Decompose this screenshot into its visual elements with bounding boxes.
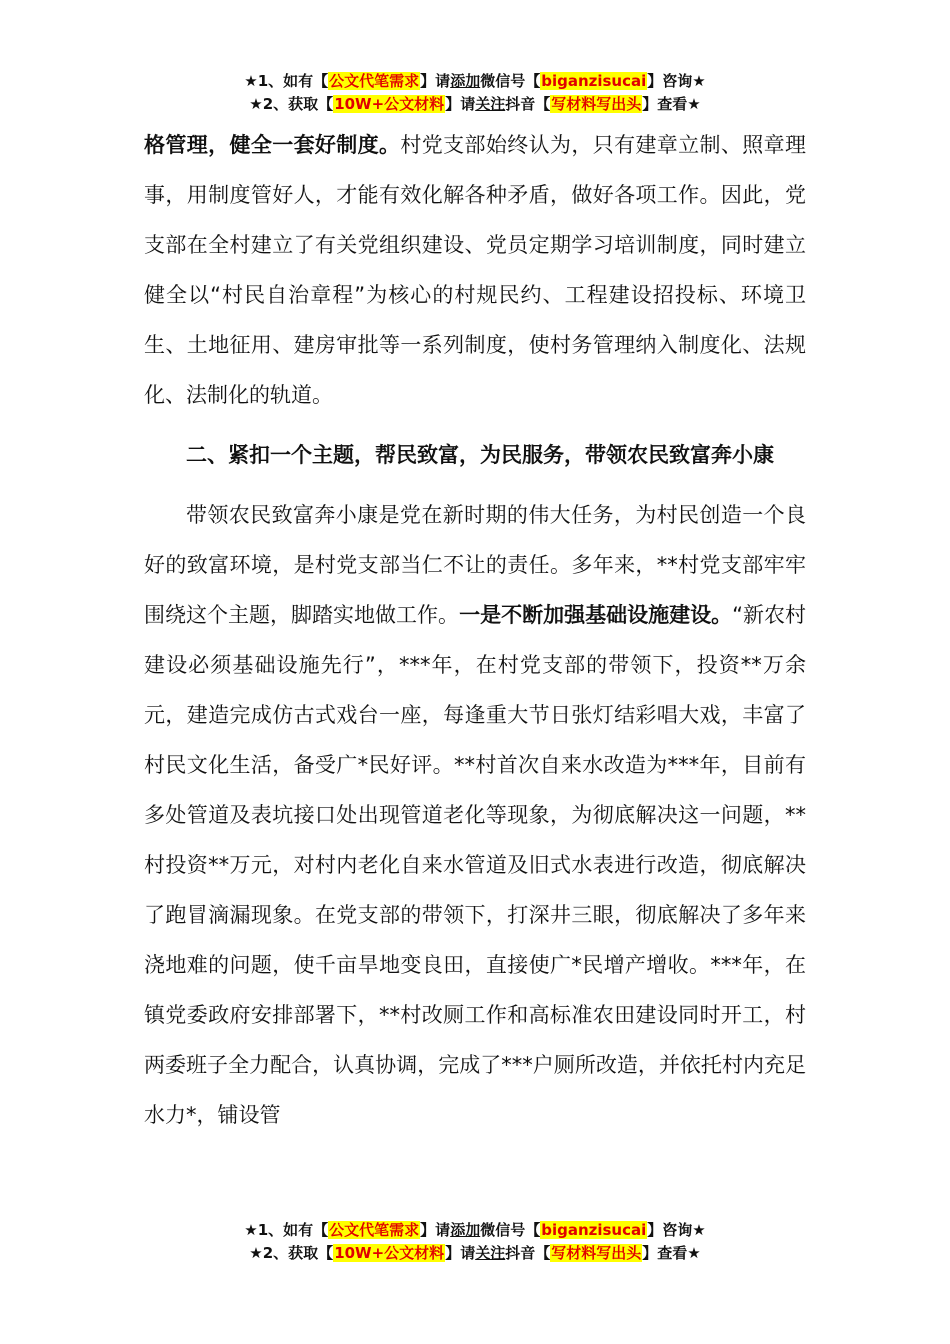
promo-highlight: 10W+公文材料 xyxy=(334,1244,445,1262)
promo-text: 微信号【 xyxy=(480,72,541,90)
promo-highlight: 写材料写出头 xyxy=(551,1244,642,1262)
promo-text: ★1、如有【 xyxy=(244,1221,329,1239)
promo-underline: 关注 xyxy=(475,95,506,113)
promo-text: 】查看★ xyxy=(642,1244,701,1262)
paragraph-text: 带领农民致富奔小康是党在新时期的伟大任务，为村民创造一个良好的致富环境，是村党支部当仁不让的责任。多年来，**村党支部牢牢围绕这个主题，脚踏实地做工作。 xyxy=(144,503,806,627)
paragraph-text: “新农村建设必须基础设施先行”，***年，在村党支部的带领下，投资**万余元，建造完成仿古式戏台一座，每逢重大节日张灯结彩唱大戏，丰富了村民文化生活，备受广*民好评。**村首次自来水改造为***年，目前有多处管道及表坑接口处出现管道老化等现象，为彻底解决这一问题，**村投资**万元，对村内老化自来水管道及旧式水表进行改造，彻底解决了跑冒滴漏现象。在党支部的带领下，打深井三眼，彻底解决了多年来浇地难的问题，使千亩旱地变良田，直接使广*民增产增收。***年，在镇党委政府安排部署下，**村改厕工作和高标准农田建设同时开工，村两委班子全力配合，认真协调，完成了***户厕所改造，并依托村内充足水力*，铺设管 xyxy=(144,603,806,1127)
paragraph-2 xyxy=(144,490,806,1140)
promo-text: 】请 xyxy=(445,1244,476,1262)
promo-text: 抖音【 xyxy=(505,95,551,113)
promo-line-1 xyxy=(0,70,950,93)
paragraph-1 xyxy=(144,120,806,420)
promo-line-1 xyxy=(0,1219,950,1242)
promo-text: 】请 xyxy=(420,1221,451,1239)
promo-text: ★2、获取【 xyxy=(249,1244,334,1262)
promo-underline: 添加 xyxy=(450,72,481,90)
promo-text: ★2、获取【 xyxy=(249,95,334,113)
promo-highlight: 写材料写出头 xyxy=(551,95,642,113)
promo-banner-top xyxy=(0,70,950,116)
promo-underline: 添加 xyxy=(450,1221,481,1239)
promo-text: 】请 xyxy=(445,95,476,113)
promo-banner-bottom xyxy=(0,1219,950,1265)
promo-highlight: biganzisucai xyxy=(541,1221,647,1239)
promo-text: 】请 xyxy=(420,72,451,90)
paragraph-text: 村党支部始终认为，只有建章立制、照章理事，用制度管好人，才能有效化解各种矛盾，做好各项工作。因此，党支部在全村建立了有关党组织建设、党员定期学习培训制度，同时建立健全以“村民自治章程”为核心的村规民约、工程建设招投标、环境卫生、土地征用、建房审批等一系列制度，使村务管理纳入制度化、法规化、法制化的轨道。 xyxy=(144,133,807,407)
section-heading-2: 二、紧扣一个主题，帮民致富，为民服务，带领农民致富奔小康 xyxy=(186,443,774,467)
promo-highlight: 公文代笔需求 xyxy=(329,72,420,90)
paragraph-lead-bold: 格管理，健全一套好制度。 xyxy=(144,133,401,157)
promo-text: 抖音【 xyxy=(505,1244,551,1262)
promo-text: 微信号【 xyxy=(480,1221,541,1239)
promo-line-2 xyxy=(0,1242,950,1265)
promo-text: 】咨询★ xyxy=(647,72,706,90)
promo-text: 】咨询★ xyxy=(647,1221,706,1239)
promo-underline: 关注 xyxy=(475,1244,506,1262)
promo-line-2 xyxy=(0,93,950,116)
promo-highlight: 10W+公文材料 xyxy=(334,95,445,113)
promo-text: ★1、如有【 xyxy=(244,72,329,90)
promo-highlight: 公文代笔需求 xyxy=(329,1221,420,1239)
promo-text: 】查看★ xyxy=(642,95,701,113)
document-body xyxy=(144,120,806,1140)
promo-highlight: biganzisucai xyxy=(541,72,647,90)
paragraph-lead-bold: 一是不断加强基础设施建设。 xyxy=(459,603,733,627)
